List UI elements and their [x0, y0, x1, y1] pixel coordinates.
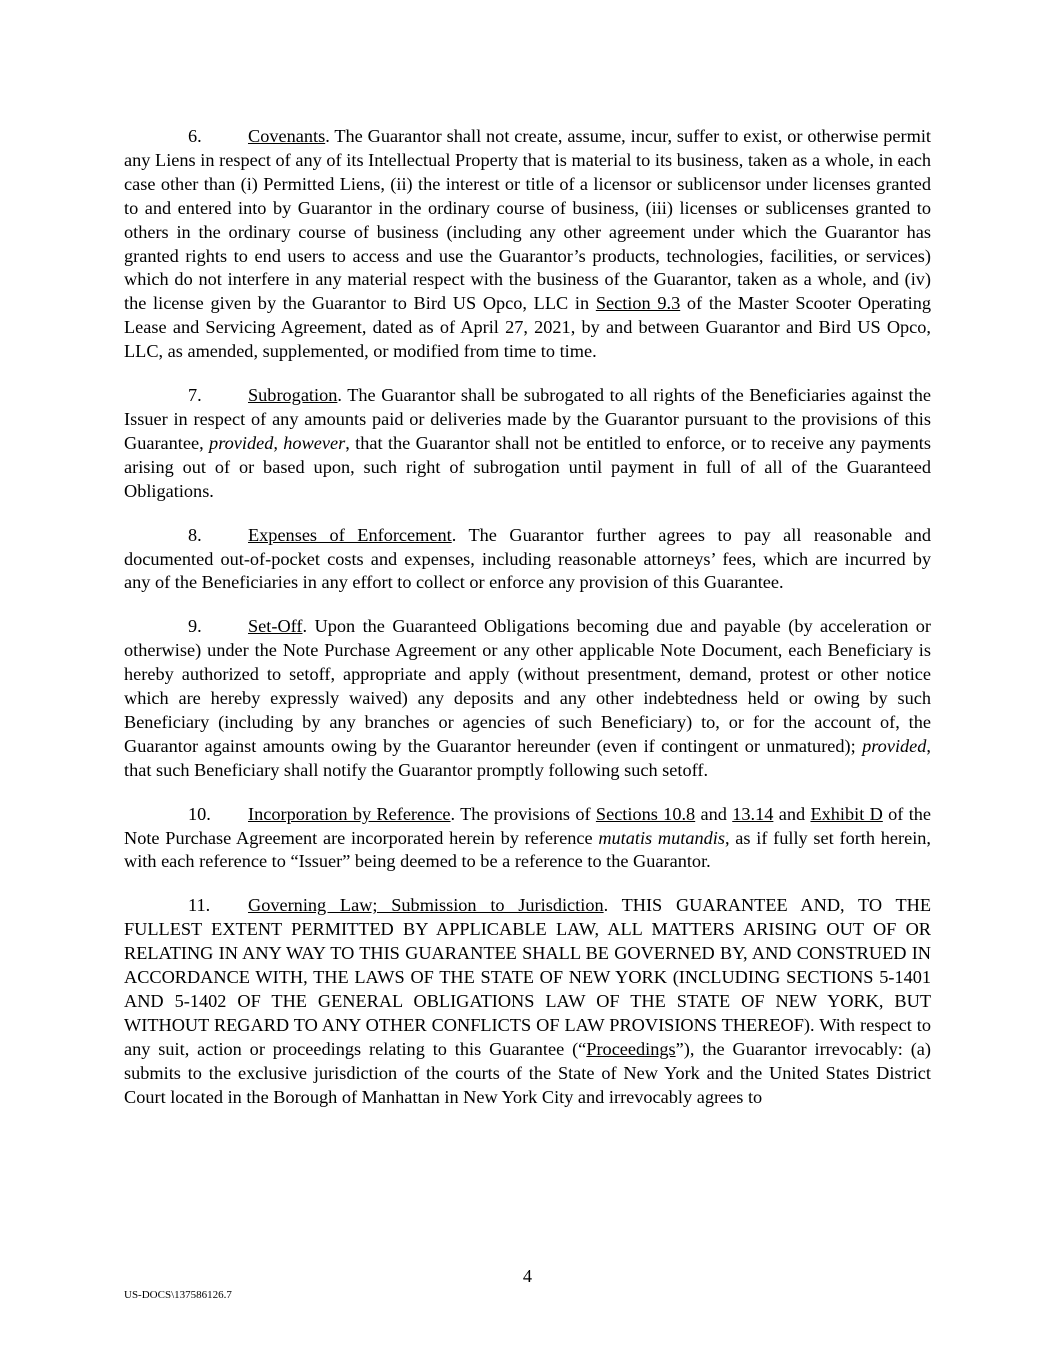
cross-reference: Section 9.3 [595, 293, 681, 314]
section-text: The Guarantor shall be subrogated to all rights of the Beneficiaries against the Issuer in respect of any amounts paid or deliveries made by the Guarantor pursuant to the provisions of this Guarantee, [124, 385, 931, 453]
page-number: 4 [522, 1266, 533, 1286]
italic-term: mutatis mutandis [598, 827, 725, 848]
document-body [124, 125, 931, 1130]
section-heading: Set-Off [248, 616, 303, 637]
section-heading: Covenants [248, 126, 326, 146]
section-heading: Governing Law; Submission to Jurisdiction [248, 895, 604, 916]
cross-reference: Sections 10.8 [595, 803, 696, 824]
section-heading: Subrogation [248, 385, 338, 406]
section-text: ”), the Guarantor irrevocably: (a) submits to the exclusive jurisdiction of the courts of the State of New York and the United States District Court located in the Borough of Manhattan in New York City and irrevocably agrees to [124, 1038, 931, 1107]
section-9-set-off: 9. Set-Off. Upon the Guaranteed Obligations becoming due and payable (by acceleration or otherwise) under the Note Purchase Agreement or any other applicable Note Document, each Beneficiary is hereby authorized to setoff, appropriate and apply (without presentment, demand, protest or other notice which are hereby expressly waived) any deposits and any other indebtedness held or owing by such Beneficiary (including by any branches or agencies of such Beneficiary) to, or for the account of, the Guarantor against amounts owing by the Guarantor hereunder (even if contingent or unmatured); provided, that such Beneficiary shall notify the Guarantor promptly following such setoff. [124, 616, 931, 780]
section-text: of the Master Scooter Operating Lease and Servicing Agreement, dated as of April 27, 2021, by and between Guarantor and Bird US Opco, LLC, as amended, supplemented, or modified from time to time. [124, 293, 931, 362]
section-6-covenants: 6. Covenants. The Guarantor shall not create, assume, incur, suffer to exist, or otherwise permit any Liens in respect of any of its Intellectual Property that is material to its business, taken as a whole, in each case other than (i) Permitted Liens, (ii) the interest or title of a licensor or sublicensor under licenses granted to and entered into by Guarantor in the ordinary course of business, (iii) licenses or sublicenses granted to others in the ordinary course of business (including any other agreement under which the Guarantor has granted rights to end users to access and use the Guarantor’s products, technologies, facilities, or services) which do not interfere in any material respect with the business of the Guarantor, taken as a whole, and (iv) the license given by the Guarantor to Bird US Opco, LLC in Section 9.3 of the Master Scooter Operating Lease and Servicing Agreement, dated as of April 27, 2021, by and between Guarantor and Bird US Opco, LLC, as amended, supplemented, or modified from time to time. [124, 126, 931, 362]
section-text: The Guarantor further agrees to pay all reasonable and documented out-of-pocket costs and expenses, including reasonable attorneys’ fees, which are incurred by any of the Beneficiaries in any effort to collect or enforce any provision of this Guarantee. [124, 524, 931, 593]
section-text: , that the Guarantor shall not be entitled to enforce, or to receive any payments arising out of or based upon, such right of subrogation until payment in full of all of the Guaranteed Obligations. [124, 432, 931, 501]
section-text: The Guarantor shall not create, assume, incur, suffer to exist, or otherwise permit any Liens in respect of any of its Intellectual Property that is material to its business, taken as a whole, in each case other than (i) Permitted Liens, (ii) the interest or title of a licensor or sublicensor under licenses granted to and entered into by Guarantor in the ordinary course of business, (iii) licenses or sublicenses granted to others in the ordinary course of business (including any other agreement under which the Guarantor has granted rights to end users to access and use the Guarantor’s products, technologies, facilities, or services) which do not interfere in any material respect with the business of the Guarantor, taken as a whole, and (iv) the license given by the Guarantor to Bird US Opco, LLC in [124, 126, 931, 314]
section-7-subrogation: 7. Subrogation. The Guarantor shall be subrogated to all rights of the Beneficiaries against the Issuer in respect of any amounts paid or deliveries made by the Guarantor pursuant to the provisions of this Guarantee, provided, however, that the Guarantor shall not be entitled to enforce, or to receive any payments arising out of or based upon, such right of subrogation until payment in full of all of the Guaranteed Obligations. [124, 385, 931, 501]
section-number: 9. [188, 616, 202, 637]
section-text: THIS GUARANTEE AND, TO THE FULLEST EXTENT PERMITTED BY APPLICABLE LAW, ALL MATTERS ARISING OUT OF OR RELATING IN ANY WAY TO THIS GUARANTEE SHALL BE GOVERNED BY, AND CONSTRUED IN ACCORDANCE WITH, THE LAWS OF THE STATE OF NEW YORK (INCLUDING SECTIONS 5-1401 AND 5-1402 OF THE GENERAL OBLIGATIONS LAW OF THE STATE OF NEW YORK, BUT WITHOUT REGARD TO ANY OTHER CONFLICTS OF LAW PROVISIONS THEREOF). With respect to any suit, action or proceedings relating to this Guarantee (“ [124, 895, 931, 1059]
italic-term: provided, however [209, 432, 346, 453]
section-number: 6. [188, 126, 202, 146]
document-id: US-DOCS\137586126.7 [124, 1289, 232, 1301]
section-number: 10. [188, 803, 211, 824]
section-text: The provisions of [455, 803, 596, 824]
section-10-incorporation: 10. Incorporation by Reference. The provisions of Sections 10.8 and 13.14 and Exhibit D of the Note Purchase Agreement are incorporated herein by reference mutatis mutandis, as if fully set forth herein, with each reference to “Issuer” being deemed to be a reference to the Guarantor. [124, 803, 932, 872]
defined-term: Proceedings [586, 1038, 676, 1059]
section-number: 7. [188, 385, 202, 406]
section-number: 8. [188, 524, 202, 545]
section-8-expenses: 8. Expenses of Enforcement. The Guarantor further agrees to pay all reasonable and documented out-of-pocket costs and expenses, including reasonable attorneys’ fees, which are incurred by any of the Beneficiaries in any effort to collect or enforce any provision of this Guarantee. [124, 524, 931, 593]
section-11-governing-law: 11. Governing Law; Submission to Jurisdiction. THIS GUARANTEE AND, TO THE FULLEST EXTENT PERMITTED BY APPLICABLE LAW, ALL MATTERS ARISING OUT OF OR RELATING IN ANY WAY TO THIS GUARANTEE SHALL BE GOVERNED BY, AND CONSTRUED IN ACCORDANCE WITH, THE LAWS OF THE STATE OF NEW YORK (INCLUDING SECTIONS 5-1401 AND 5-1402 OF THE GENERAL OBLIGATIONS LAW OF THE STATE OF NEW YORK, BUT WITHOUT REGARD TO ANY OTHER CONFLICTS OF LAW PROVISIONS THEREOF). With respect to any suit, action or proceedings relating to this Guarantee (“Proceedings”), the Guarantor irrevocably: (a) submits to the exclusive jurisdiction of the courts of the State of New York and the United States District Court located in the Borough of Manhattan in New York City and irrevocably agrees to [124, 895, 931, 1107]
cross-reference: 13.14 [732, 803, 774, 824]
cross-reference: Exhibit D [810, 803, 883, 824]
section-text: Upon the Guaranteed Obligations becoming due and payable (by acceleration or otherwise) under the Note Purchase Agreement or any other applicable Note Document, each Beneficiary is hereby authorized to setoff, appropriate and apply (without presentment, demand, protest or other notice which are hereby expressly waived) any deposits and any other indebtedness held or owing by such Beneficiary (including by any branches or agencies of such Beneficiary) to, or for the account of, the Guarantor against amounts owing by the Guarantor hereunder (even if contingent or unmatured); [124, 616, 931, 756]
italic-term: provided [862, 735, 927, 756]
section-text: of the Note Purchase Agreement are incorporated herein by reference [124, 803, 932, 848]
section-heading: Incorporation by Reference [248, 803, 451, 824]
section-text: , as if fully set forth herein, with each reference to “Issuer” being deemed to be a reference to the Guarantor. [124, 827, 932, 872]
section-heading: Expenses of Enforcement [248, 524, 452, 545]
section-text: , that such Beneficiary shall notify the Guarantor promptly following such setoff. [124, 735, 931, 780]
section-number: 11. [188, 895, 211, 916]
